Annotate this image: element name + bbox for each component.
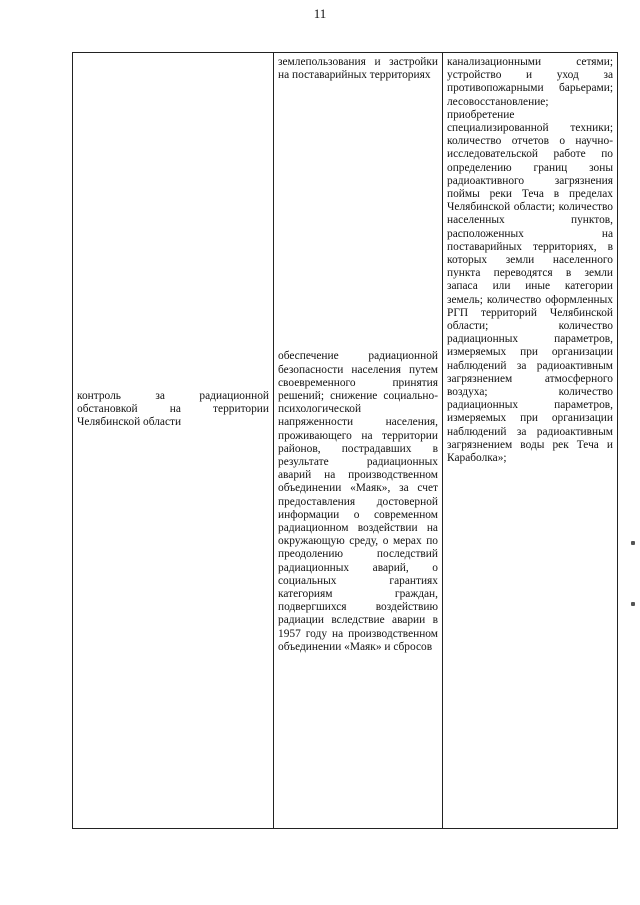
cell-text-col3: канализационными сетями; устройство и уход за противопожарными барьерами; лесовосстановление; приобретение специализированной техники; количество отчетов о научно-исследовательской работе по определению границ зоны радиоактивного загрязнения поймы реки Теча в пределах Челябинской области; количество населенных пунктов, расположенных на поставарийных территориях, в которых земли населенного пункта переводятся в земли запаса или иные категории земель; количество оформленных РГП территорий Челябинской области; количество радиационных параметров, измеряемых при организации наблюдений за радиоактивным загрязнением атмосферного воздуха; количество радиационных параметров, измеряемых при организации наблюдений за радиоактивным загрязнением воды рек Теча и Караболка»; xyxy=(447,56,613,465)
table-row xyxy=(73,53,618,829)
cell-text-col1: контроль за радиационной обстановкой на территории Челябинской области xyxy=(77,390,269,429)
cell-spacer xyxy=(278,82,438,350)
cell-spacer xyxy=(77,56,269,390)
table-cell-purpose xyxy=(274,53,443,829)
document-table xyxy=(72,52,618,829)
scan-mark xyxy=(631,602,635,606)
scan-mark xyxy=(631,541,635,545)
cell-text-col2-top: землепользования и застройки на поставарийных территориях xyxy=(278,56,438,82)
table-cell-indicator xyxy=(73,53,274,829)
table-cell-results xyxy=(443,53,618,829)
page-number: 11 xyxy=(313,6,327,21)
cell-text-col2-main: обеспечение радиационной безопасности населения путем своевременного принятия решений; снижение социально-психологической напряженности населения, проживающего на территории районов, пострадавших в результате радиационных аварий на производственном объединении «Маяк», за счет предоставления достоверной информации о современном радиационном воздействии на окружающую среду, о мерах по преодолению последствий радиационных аварий, о социальных гарантиях категориям граждан, подвергшихся воздействию радиации вследствие аварии в 1957 году на производственном объединении «Маяк» и сбросов xyxy=(278,350,438,653)
